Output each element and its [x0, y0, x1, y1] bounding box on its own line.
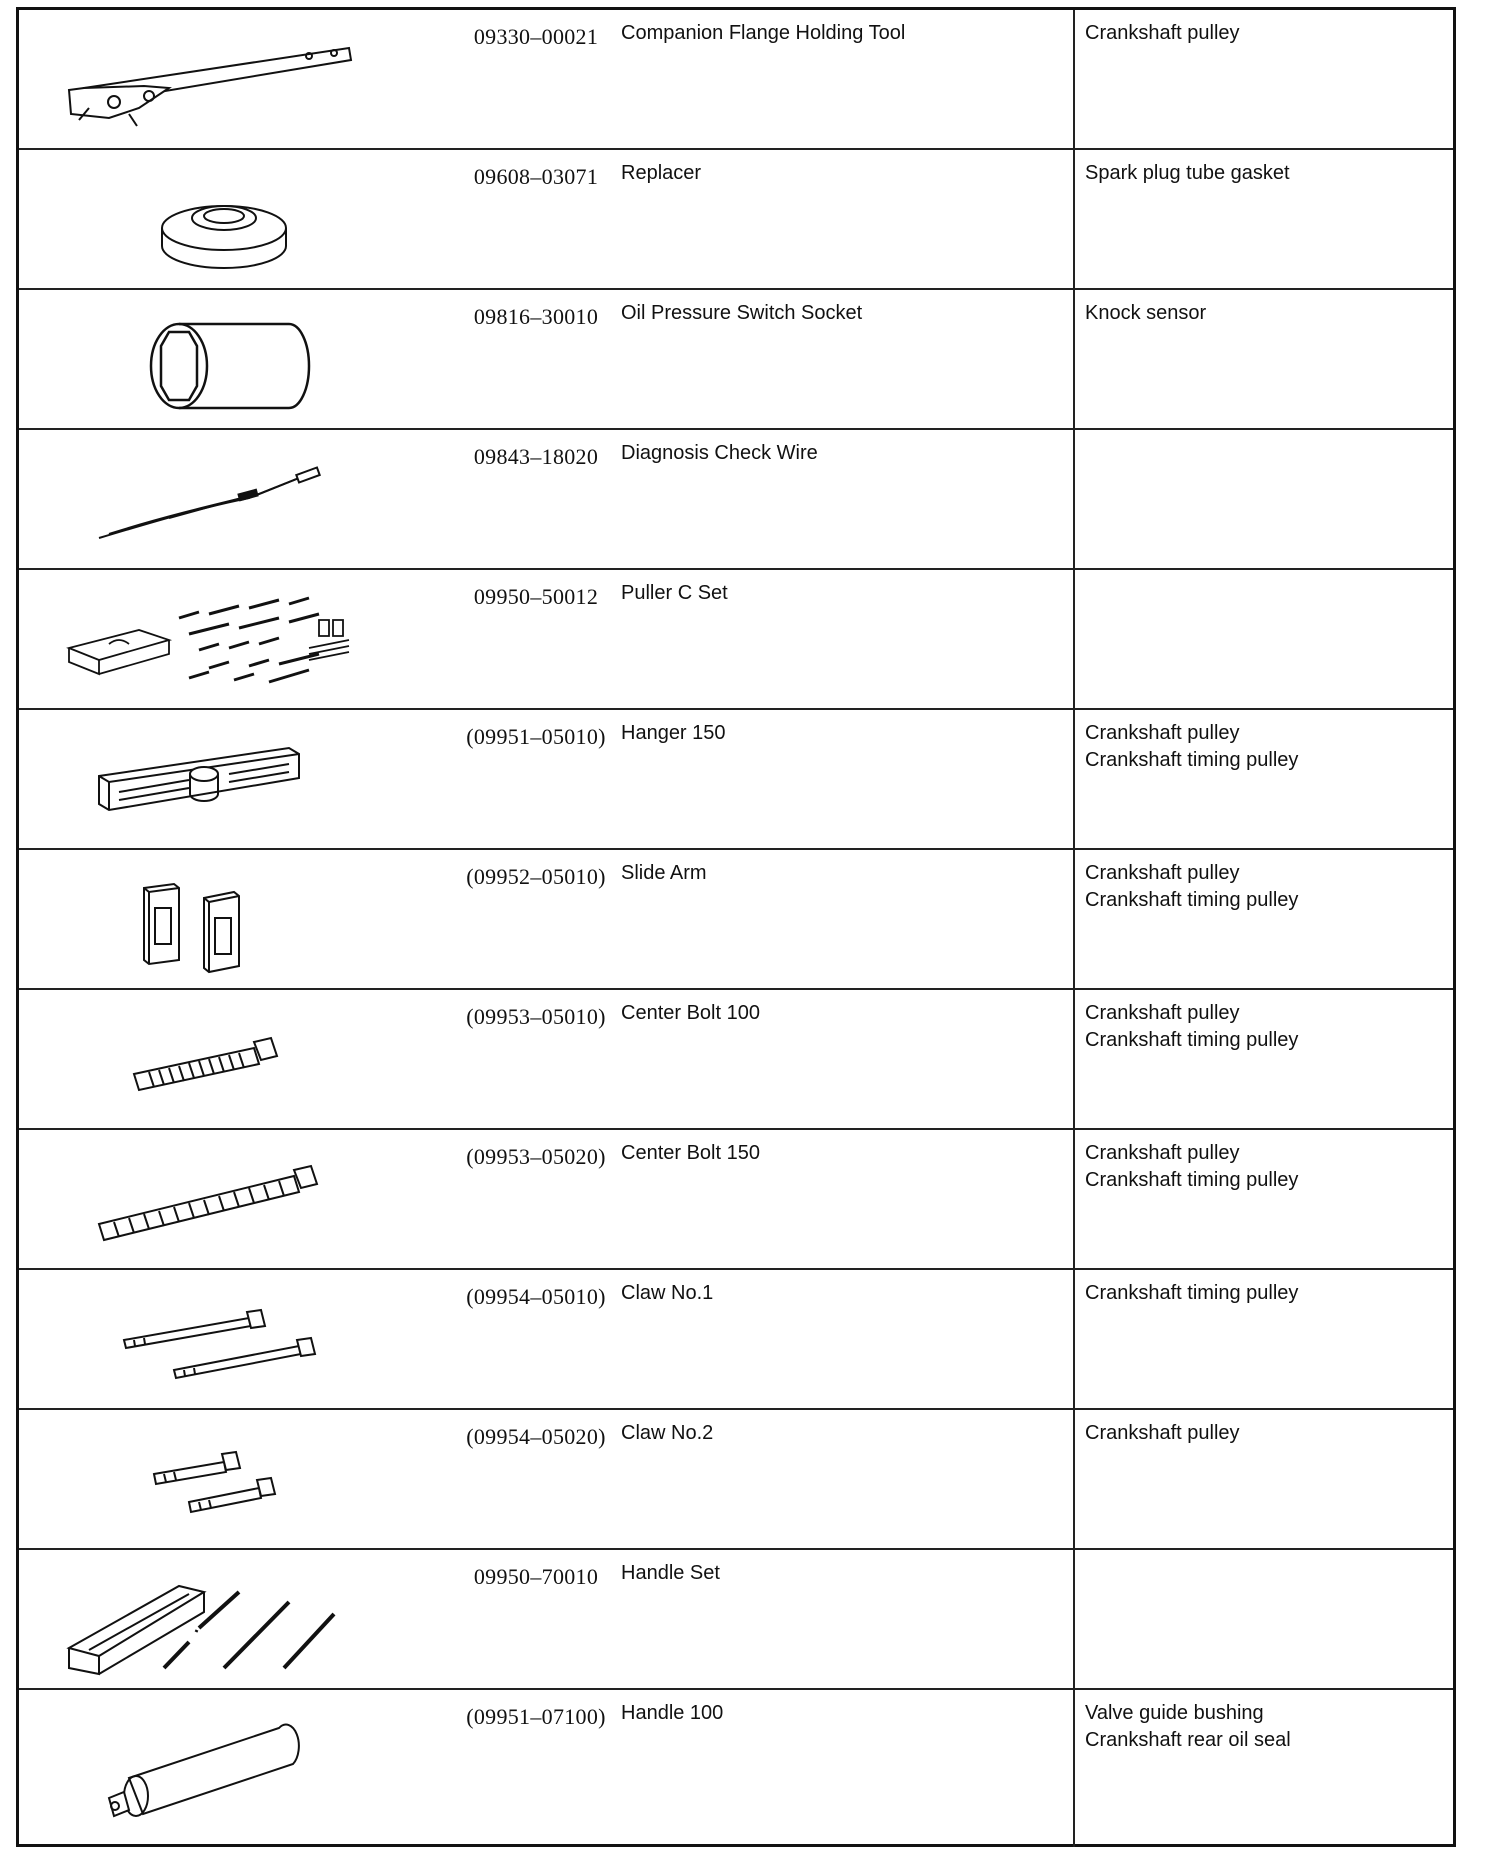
usage-list [1085, 22, 1445, 49]
usage-list [1085, 162, 1445, 189]
part-number: 09843–18020 [473, 444, 599, 469]
table-row [19, 990, 1453, 1130]
table-row [19, 1270, 1453, 1410]
claw-long-icon [49, 1278, 379, 1402]
part-number: (09953–05010) [466, 1004, 606, 1029]
tool-name: Claw No.2 [621, 1422, 714, 1444]
usage-item: Crankshaft timing pulley [1085, 1282, 1299, 1304]
part-number: (09951–07100) [466, 1704, 606, 1729]
part-number: 09608–03071 [473, 164, 599, 189]
center-bolt-short-icon [49, 998, 379, 1122]
tool-name: Center Bolt 150 [621, 1142, 760, 1164]
part-number: (09954–05020) [466, 1424, 606, 1449]
usage-item: Crankshaft timing pulley [1085, 749, 1299, 771]
usage-item: Crankshaft pulley [1085, 862, 1240, 884]
usage-item: Crankshaft rear oil seal [1085, 1729, 1291, 1751]
usage-list [1085, 1002, 1445, 1056]
handle-set-icon [49, 1558, 379, 1682]
usage-item: Spark plug tube gasket [1085, 162, 1290, 184]
usage-list [1085, 1702, 1445, 1756]
tool-name: Diagnosis Check Wire [621, 442, 818, 464]
puller-set-icon [49, 578, 379, 702]
table-row [19, 1690, 1453, 1847]
part-number: (09952–05010) [466, 864, 606, 889]
hanger-icon [49, 718, 379, 842]
table-row [19, 1550, 1453, 1690]
part-number: 09950–70010 [473, 1564, 599, 1589]
usage-item: Crankshaft timing pulley [1085, 889, 1299, 911]
usage-list [1085, 862, 1445, 916]
handle-icon [49, 1698, 379, 1822]
usage-item: Crankshaft timing pulley [1085, 1029, 1299, 1051]
tool-name: Oil Pressure Switch Socket [621, 302, 863, 324]
table-row [19, 1410, 1453, 1550]
usage-list [1085, 722, 1445, 776]
usage-list [1085, 1282, 1445, 1309]
part-number: (09953–05020) [466, 1144, 606, 1169]
claw-short-icon [49, 1418, 379, 1542]
check-wire-icon [49, 438, 379, 562]
usage-list [1085, 302, 1445, 329]
slide-arm-icon [49, 858, 379, 982]
table-row [19, 150, 1453, 290]
usage-item: Knock sensor [1085, 302, 1207, 324]
table-row [19, 570, 1453, 710]
tool-name: Puller C Set [621, 582, 728, 604]
usage-item: Valve guide bushing [1085, 1702, 1264, 1724]
usage-item: Crankshaft pulley [1085, 1002, 1240, 1024]
table-row [19, 710, 1453, 850]
tool-name: Handle Set [621, 1562, 720, 1584]
table-row [19, 290, 1453, 430]
usage-item: Crankshaft pulley [1085, 1142, 1240, 1164]
tool-name: Companion Flange Holding Tool [621, 22, 906, 44]
tool-name: Slide Arm [621, 862, 707, 884]
tool-name: Replacer [621, 162, 702, 184]
table-row [19, 430, 1453, 570]
part-number: (09951–05010) [466, 724, 606, 749]
usage-item: Crankshaft pulley [1085, 1422, 1240, 1444]
tool-name: Claw No.1 [621, 1282, 714, 1304]
replacer-icon [49, 158, 379, 282]
center-bolt-long-icon [49, 1138, 379, 1262]
usage-list [1085, 1142, 1445, 1196]
companion-flange-holding-tool-icon [49, 18, 379, 142]
tool-name: Center Bolt 100 [621, 1002, 760, 1024]
tool-name: Hanger 150 [621, 722, 726, 744]
usage-list [1085, 1422, 1445, 1449]
part-number: 09330–00021 [473, 24, 599, 49]
table-row [19, 10, 1453, 150]
usage-item: Crankshaft pulley [1085, 722, 1240, 744]
tool-name: Handle 100 [621, 1702, 724, 1724]
socket-icon [49, 298, 379, 422]
part-number: 09816–30010 [473, 304, 599, 329]
special-service-tools-table [16, 7, 1456, 1847]
usage-item: Crankshaft timing pulley [1085, 1169, 1299, 1191]
usage-item: Crankshaft pulley [1085, 22, 1240, 44]
table-row [19, 850, 1453, 990]
table-row [19, 1130, 1453, 1270]
part-number: 09950–50012 [473, 584, 599, 609]
part-number: (09954–05010) [466, 1284, 606, 1309]
